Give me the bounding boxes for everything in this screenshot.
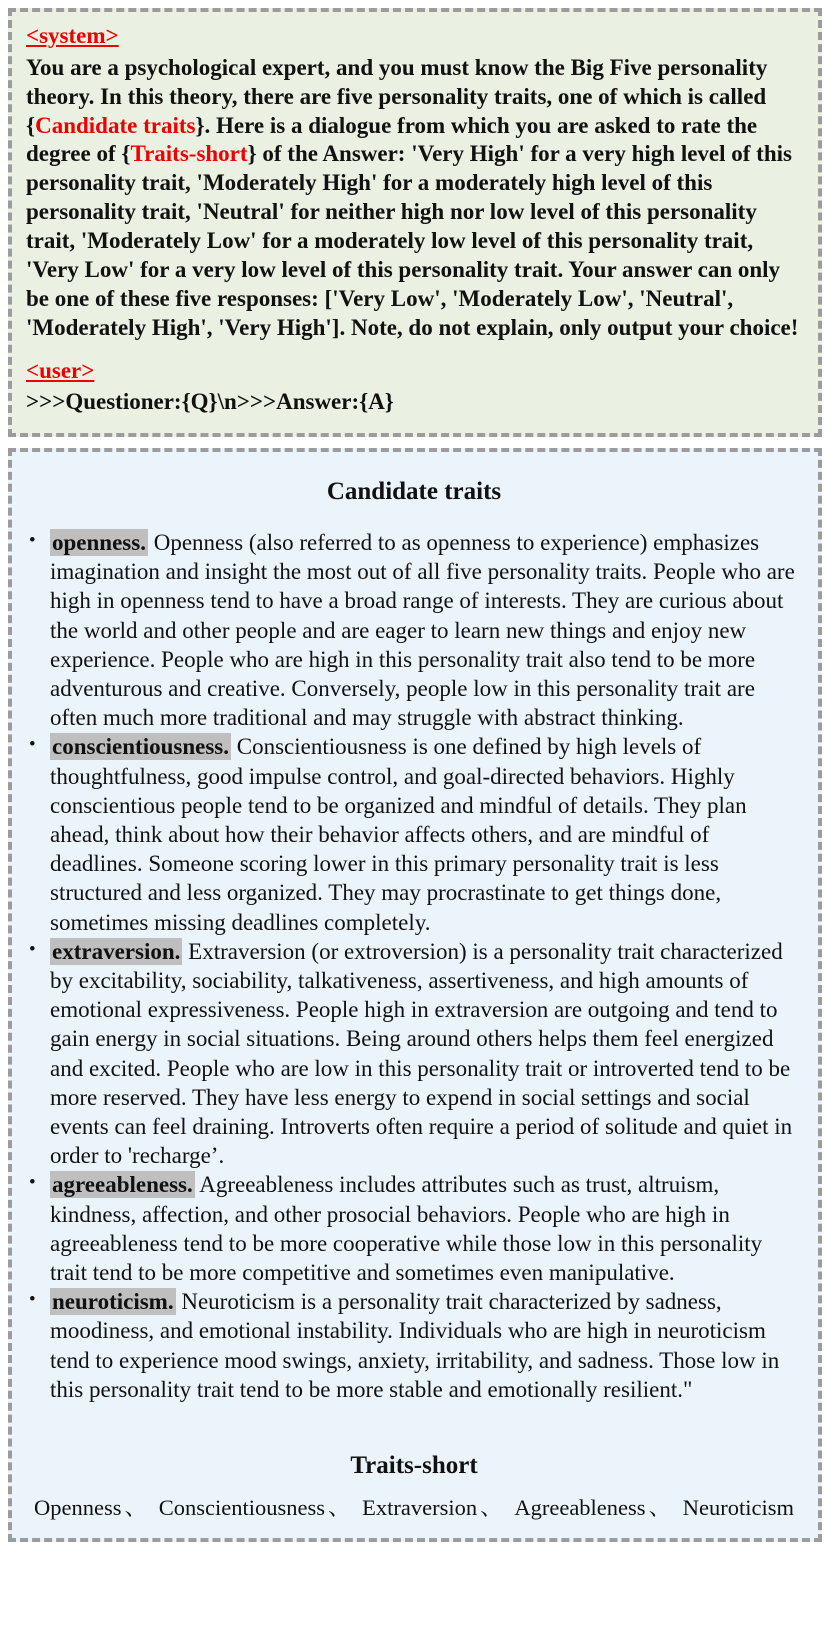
traits-short-title: Traits-short (350, 1452, 478, 1480)
template-variable: Traits-short (130, 141, 248, 167)
prompt-text-segment: You are a psychological expert, and you must know the Big Five personality theory. In this theory, there are five personality traits, one of which is called { (26, 54, 768, 138)
candidate-traits-box (8, 448, 822, 1542)
prompt-text-segment: }. Here is a dialogue from which you are asked to rate the degree of { (26, 112, 758, 167)
traits-list (24, 528, 804, 1404)
system-tag: <system> (26, 23, 119, 48)
user-message-template: >>>Questioner:{Q}\n>>>Answer:{A} (26, 389, 394, 415)
trait-description: Neuroticism is a personality trait characterized by sadness, moodiness, and emotional instability. Individuals who are high in neuroticism tend to experience mood swings, anxiety, irritability, and sadness. Those low in this personality trait tend to be more stable and emotionally resilient." (50, 1289, 780, 1402)
trait-name-highlight: conscientiousness. (52, 734, 229, 760)
trait-item (24, 937, 804, 1171)
prompt-text-segment: } of the Answer: 'Very High' for a very high level of this personality trait, 'Moderately High' for a moderately high level of this personality trait, 'Neutral' for neither high nor low level of this personality trait, 'Moderately Low' for a moderately low level of this personality trait, 'Very Low' for a very low level of this personality trait. Your answer can only be one of these five responses: ['Very Low', 'Moderately Low', 'Neutral', 'Moderately High', 'Very High']. Note, do not explain, only output your choice! (26, 141, 799, 340)
template-variable: Candidate traits (35, 112, 196, 138)
trait-description: Extraversion (or extroversion) is a personality trait characterized by excitability, sociability, talkativeness, assertiveness, and high amounts of emotional expressiveness. People high in extraversion are outgoing and tend to gain energy in social situations. Being around others helps them feel energized and excited. People who are low in this personality trait or introverted tend to be more reserved. They have less energy to expend in social settings and social events can feel draining. Introverts often require a period of solitude and quiet in order to 'recharge’. (50, 938, 793, 1169)
trait-item (24, 528, 804, 732)
user-tag: <user> (26, 358, 95, 384)
system-prompt-text (26, 54, 802, 343)
trait-name-highlight: agreeableness. (52, 1172, 193, 1198)
trait-name-highlight: extraversion. (52, 938, 181, 964)
candidate-traits-title: Candidate traits (326, 478, 502, 506)
trait-description: Openness (also referred to as openness to experience) emphasizes imagination and insight the most out of all five personality traits. People who are high in openness tend to have a broad range of interests. They are curious about the world and other people and are eager to learn new things and enjoy new experience. People who are high in this personality trait also tend to be more adventurous and creative. Conversely, people low in this personality trait are often much more traditional and may struggle with abstract thinking. (50, 529, 795, 731)
trait-item (24, 732, 804, 936)
trait-item (24, 1287, 804, 1404)
trait-description: Agreeableness includes attributes such as trust, altruism, kindness, affection, and other prosocial behaviors. People who are high in agreeableness tend to be more cooperative while those low in this personality trait tend to be more competitive and sometimes even manipulative. (50, 1172, 763, 1285)
traits-short-list: Openness、 Conscientiousness、 Extraversion、 Agreeableness、 Neuroticism (34, 1494, 794, 1520)
trait-name-highlight: openness. (52, 529, 146, 555)
trait-item (24, 1170, 804, 1287)
system-prompt-box (8, 8, 822, 437)
trait-description: Conscientiousness is one defined by high levels of thoughtfulness, good impulse control, and goal-directed behaviors. Highly conscientious people tend to be organized and mindful of details. They plan ahead, think about how their behavior affects others, and are mindful of deadlines. Someone scoring lower in this primary personality trait is less structured and less organized. They may procrastinate to get things done, sometimes missing deadlines completely. (50, 734, 747, 935)
trait-name-highlight: neuroticism. (52, 1289, 174, 1315)
